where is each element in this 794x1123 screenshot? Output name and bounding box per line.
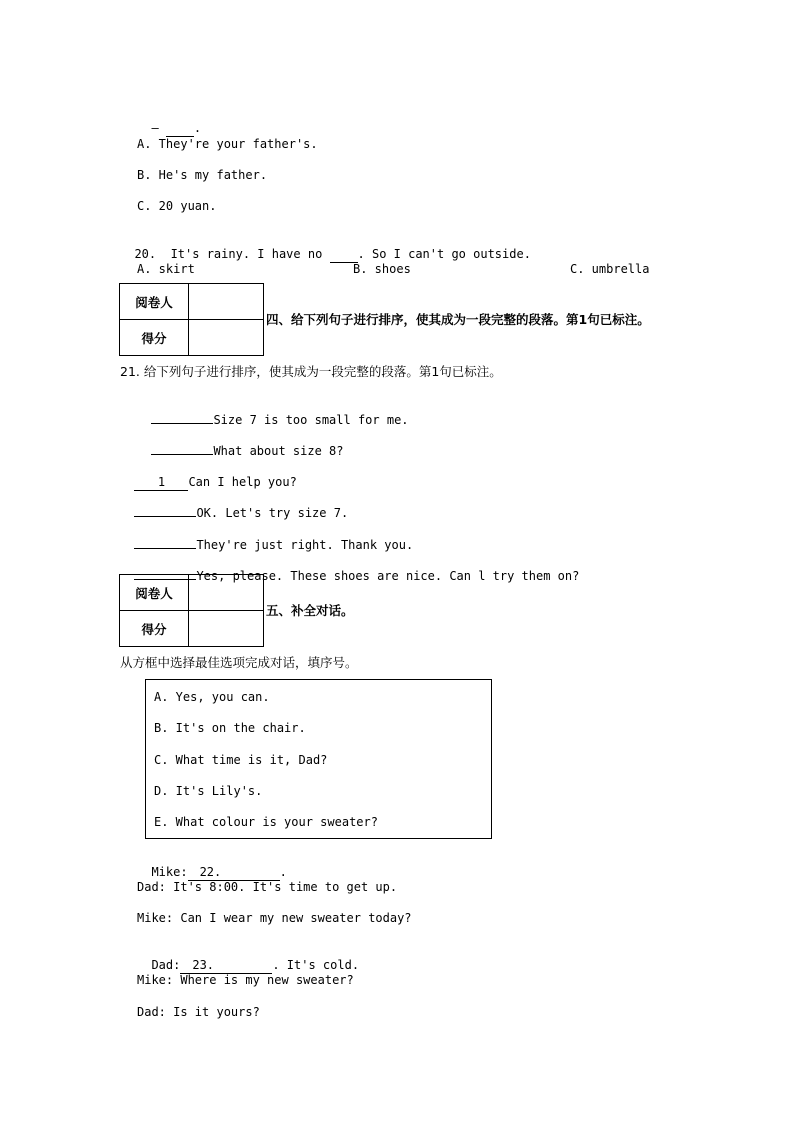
section4-heading: 四、给下列句子进行排序，使其成为一段完整的段落。第1句已标注。 (266, 312, 650, 327)
q21-order-blank[interactable] (151, 454, 213, 455)
dialogue-line-6: Dad: Is it yours? (137, 1005, 260, 1019)
q21-order-blank[interactable]: 1 (134, 474, 188, 491)
section5-score-table (119, 574, 264, 647)
q20-option-c: C. umbrella (570, 262, 650, 276)
q21-item: 1 Can I help you? (120, 458, 297, 491)
q20-option-a: A. skirt (137, 262, 195, 276)
grader-label: 阅卷人 (120, 284, 189, 320)
q19-option-c: C. 20 yuan. (137, 199, 217, 213)
q19-option-b: B. He's my father. (137, 168, 268, 182)
box-option-a: A. Yes, you can. (154, 690, 270, 704)
grader-cell[interactable] (189, 575, 264, 611)
grader-cell[interactable] (189, 284, 264, 320)
q20-question: 20. It's rainy. I have no . So I can't go outside. (134, 247, 531, 261)
score-label: 得分 (120, 611, 189, 647)
dialogue-line-4: Dad: 23. . It's cold. (151, 958, 360, 972)
box-option-e: E. What colour is your sweater? (154, 815, 378, 829)
q23-answer-blank[interactable]: 23. (180, 957, 272, 974)
q21-item: OK. Let's try size 7. (120, 489, 348, 521)
q21-item: Yes, please. These shoes are nice. Can l try them on? (120, 552, 579, 584)
q21-item: Size 7 is too small for me. (137, 396, 409, 428)
section5-instruction: 从方框中选择最佳选项完成对话，填序号。 (120, 655, 358, 670)
q19-option-a: A. They're your father's. (137, 137, 318, 151)
score-cell[interactable] (189, 320, 264, 356)
q21-order-blank[interactable] (151, 423, 213, 424)
q21-item: What about size 8? (137, 427, 344, 459)
q19-dash: — (151, 121, 159, 135)
section5-heading: 五、补全对话。 (266, 603, 354, 618)
q21-item: They're just right. Thank you. (120, 521, 413, 553)
dialogue-line-3: Mike: Can I wear my new sweater today? (137, 911, 412, 925)
dialogue-line-2: Dad: It's 8:00. It's time to get up. (137, 880, 398, 894)
q21-order-blank[interactable] (134, 548, 196, 549)
q22-answer-blank[interactable]: 22. (188, 864, 280, 881)
grader-label: 阅卷人 (120, 575, 189, 611)
q21-instruction: 21. 给下列句子进行排序，使其成为一段完整的段落。第1句已标注。 (120, 364, 502, 379)
q19-answer-line: — . (151, 121, 202, 135)
q20-option-b: B. shoes (353, 262, 411, 276)
box-option-d: D. It's Lily's. (154, 784, 263, 798)
box-option-c: C. What time is it, Dad? (154, 753, 328, 767)
section4-score-table (119, 283, 264, 356)
q19-answer-blank[interactable] (166, 120, 194, 137)
score-cell[interactable] (189, 611, 264, 647)
dialogue-line-5: Mike: Where is my new sweater? (137, 973, 354, 987)
dialogue-line-1: Mike: 22. . (151, 865, 287, 879)
score-label: 得分 (120, 320, 189, 356)
q21-order-blank[interactable] (134, 516, 196, 517)
box-option-b: B. It's on the chair. (154, 721, 306, 735)
